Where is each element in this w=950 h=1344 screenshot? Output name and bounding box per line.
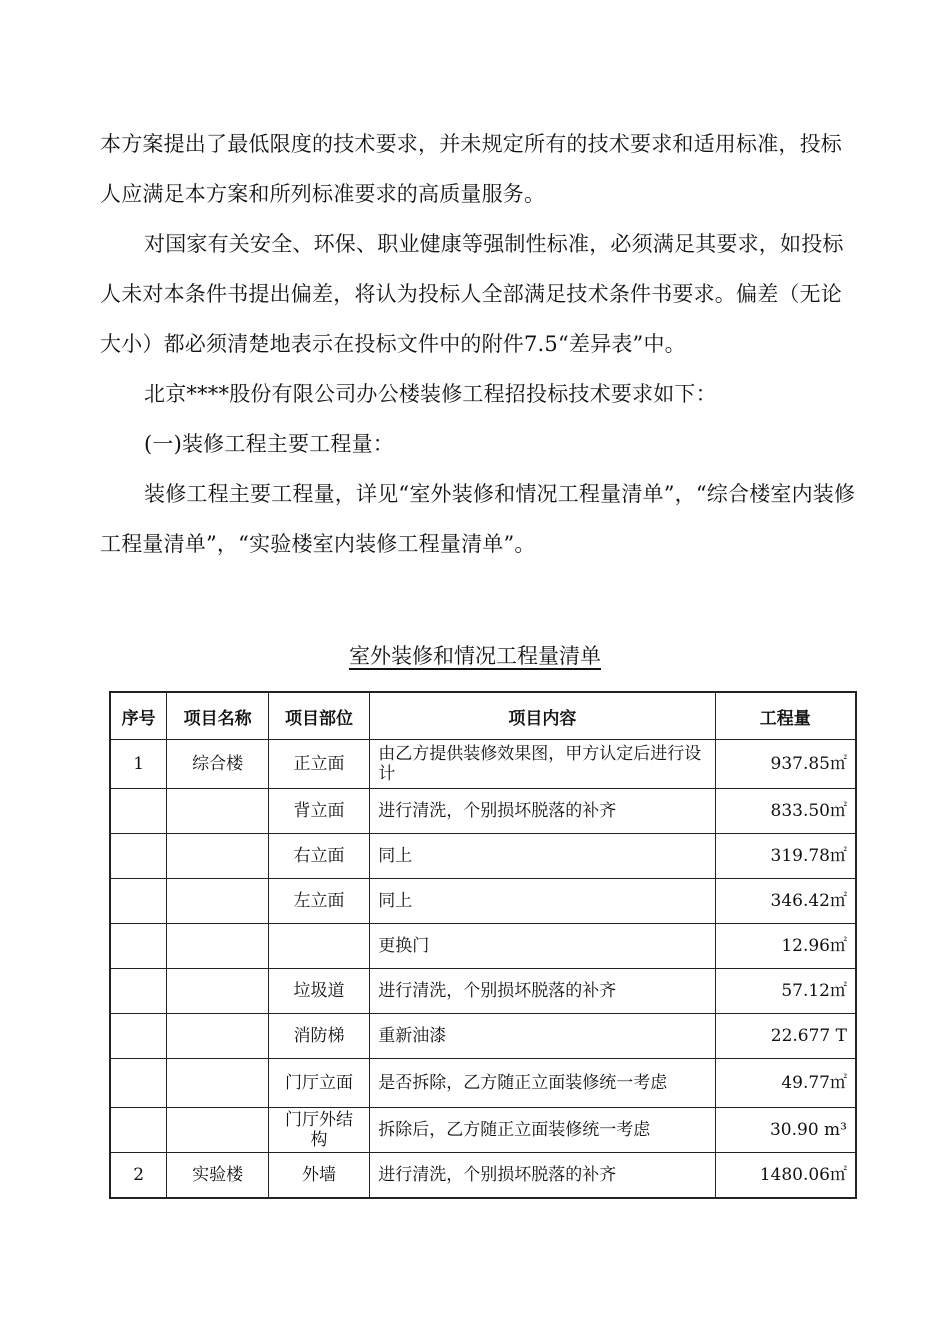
cell-quantity: 49.77㎡ [715, 1059, 856, 1108]
cell-quantity: 937.85㎡ [715, 740, 856, 789]
cell-quantity: 22.677 T [715, 1014, 856, 1059]
table-row [110, 1108, 856, 1153]
cell-name: 综合楼 [167, 740, 268, 789]
cell-content: 更换门 [370, 924, 715, 969]
header-part: 项目部位 [268, 692, 369, 740]
header-name: 项目名称 [167, 692, 268, 740]
cell-quantity: 12.96㎡ [715, 924, 856, 969]
paragraph-4: (一)装修工程主要工程量： [144, 432, 394, 456]
table-row [110, 834, 856, 879]
cell-content: 同上 [370, 879, 715, 924]
table-row [110, 1014, 856, 1059]
table-row [110, 1153, 856, 1199]
cell-name [167, 789, 268, 834]
cell-quantity: 319.78㎡ [715, 834, 856, 879]
cell-quantity: 1480.06㎡ [715, 1153, 856, 1199]
cell-no [110, 789, 167, 834]
cell-content: 重新油漆 [370, 1014, 715, 1059]
cell-no: 2 [110, 1153, 167, 1199]
cell-content: 进行清洗，个别损坏脱落的补齐 [370, 789, 715, 834]
table-row [110, 740, 856, 789]
cell-part: 左立面 [268, 879, 369, 924]
cell-part: 门厅外结构 [268, 1108, 369, 1153]
cell-content: 同上 [370, 834, 715, 879]
paragraph-2: 对国家有关安全、环保、职业健康等强制性标准，必须满足其要求，如投标人未对本条件书提出偏差，将认为投标人全部满足技术条件书要求。偏差（无论大小）都必须清楚地表示在投标文件中的附件7.5“差异表”中。 [100, 232, 844, 356]
header-content: 项目内容 [370, 692, 715, 740]
table-header-row [110, 692, 856, 740]
cell-no [110, 969, 167, 1014]
cell-no [110, 924, 167, 969]
cell-no: 1 [110, 740, 167, 789]
cell-part: 外墙 [268, 1153, 369, 1199]
table-row [110, 789, 856, 834]
cell-no [110, 1014, 167, 1059]
table-row [110, 1059, 856, 1108]
table-row [110, 969, 856, 1014]
cell-part: 右立面 [268, 834, 369, 879]
quantity-table [109, 691, 857, 1199]
table-title: 室外装修和情况工程量清单 [349, 644, 601, 668]
cell-quantity: 57.12㎡ [715, 969, 856, 1014]
cell-content: 由乙方提供装修效果图，甲方认定后进行设计 [370, 740, 715, 789]
cell-name [167, 924, 268, 969]
header-no: 序号 [110, 692, 167, 740]
cell-quantity: 30.90 m³ [715, 1108, 856, 1153]
cell-name [167, 969, 268, 1014]
cell-name [167, 879, 268, 924]
cell-name [167, 1014, 268, 1059]
cell-part: 垃圾道 [268, 969, 369, 1014]
cell-part: 背立面 [268, 789, 369, 834]
cell-no [110, 834, 167, 879]
paragraph-1: 本方案提出了最低限度的技术要求，并未规定所有的技术要求和适用标准，投标人应满足本方案和所列标准要求的高质量服务。 [100, 132, 842, 206]
table-row [110, 879, 856, 924]
cell-part: 门厅立面 [268, 1059, 369, 1108]
cell-name [167, 1108, 268, 1153]
cell-no [110, 1108, 167, 1153]
cell-no [110, 879, 167, 924]
cell-quantity: 833.50㎡ [715, 789, 856, 834]
cell-name [167, 834, 268, 879]
cell-quantity: 346.42㎡ [715, 879, 856, 924]
cell-content: 进行清洗，个别损坏脱落的补齐 [370, 1153, 715, 1199]
paragraph-5: 装修工程主要工程量，详见“室外装修和情况工程量清单”，“综合楼室内装修工程量清单”，“实验楼室内装修工程量清单”。 [100, 482, 856, 556]
cell-content: 是否拆除，乙方随正立面装修统一考虑 [370, 1059, 715, 1108]
cell-part: 消防梯 [268, 1014, 369, 1059]
cell-content: 进行清洗，个别损坏脱落的补齐 [370, 969, 715, 1014]
table-row [110, 924, 856, 969]
cell-name [167, 1059, 268, 1108]
cell-name: 实验楼 [167, 1153, 268, 1199]
paragraph-3: 北京****股份有限公司办公楼装修工程招投标技术要求如下： [144, 382, 717, 406]
cell-content: 拆除后，乙方随正立面装修统一考虑 [370, 1108, 715, 1153]
cell-part [268, 924, 369, 969]
header-quantity: 工程量 [715, 692, 856, 740]
cell-part: 正立面 [268, 740, 369, 789]
cell-no [110, 1059, 167, 1108]
